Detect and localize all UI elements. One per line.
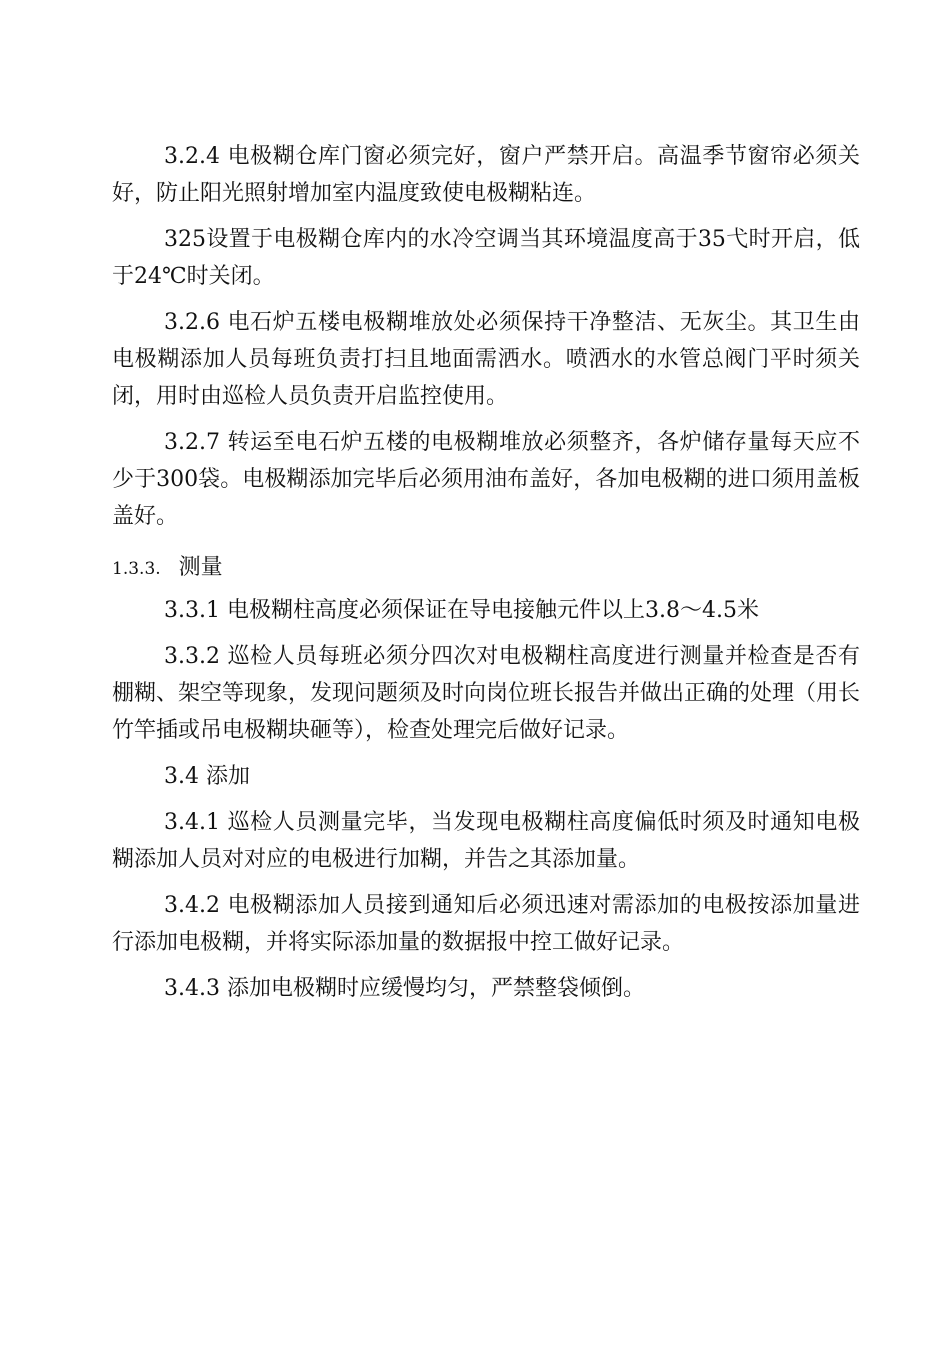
paragraph-3-4-1: 3.4.1 巡检人员测量完毕，当发现电极糊柱高度偏低时须及时通知电极糊添加人员对对应的电极进行加糊，并告之其添加量。 (112, 810, 860, 872)
paragraph-3-3-1: 3.3.1 电极糊柱高度必须保证在导电接触元件以上3.8〜4.5米 (164, 598, 759, 623)
section-number: 1.3.3. (112, 559, 161, 579)
section-heading (112, 549, 860, 588)
paragraph-3-2-6: 3.2.6 电石炉五楼电极糊堆放处必须保持干净整洁、无灰尘。其卫生由电极糊添加人员每班负责打扫且地面需洒水。喷洒水的水管总阀门平时须关闭，用时由巡检人员负责开启监控使用。 (112, 310, 860, 409)
section-title: 测量 (178, 555, 223, 580)
paragraph-3-2-7: 3.2.7 转运至电石炉五楼的电极糊堆放必须整齐，各炉储存量每天应不少于300袋。电极糊添加完毕后必须用油布盖好，各加电极糊的进口须用盖板盖好。 (112, 430, 860, 529)
subheading-3-4: 3.4 添加 (164, 764, 250, 789)
paragraph-3-4-3: 3.4.3 添加电极糊时应缓慢均匀，严禁整袋倾倒。 (164, 976, 645, 1001)
paragraph-3-3-2: 3.3.2 巡检人员每班必须分四次对电极糊柱高度进行测量并检查是否有棚糊、架空等现象，发现问题须及时向岗位班长报告并做出正确的处理（用长竹竿插或吊电极糊块砸等），检查处理完后做好记录。 (112, 644, 861, 743)
paragraph-3-2-4: 3.2.4 电极糊仓库门窗必须完好，窗户严禁开启。高温季节窗帘必须关好，防止阳光照射增加室内温度致使电极糊粘连。 (112, 144, 860, 206)
paragraph-3-4-2: 3.4.2 电极糊添加人员接到通知后必须迅速对需添加的电极按添加量进行添加电极糊，并将实际添加量的数据报中控工做好记录。 (112, 893, 860, 955)
document-page (112, 138, 860, 1016)
paragraph-3-2-5: 325设置于电极糊仓库内的水冷空调当其环境温度高于35弋时开启，低于24℃时关闭。 (112, 227, 860, 289)
